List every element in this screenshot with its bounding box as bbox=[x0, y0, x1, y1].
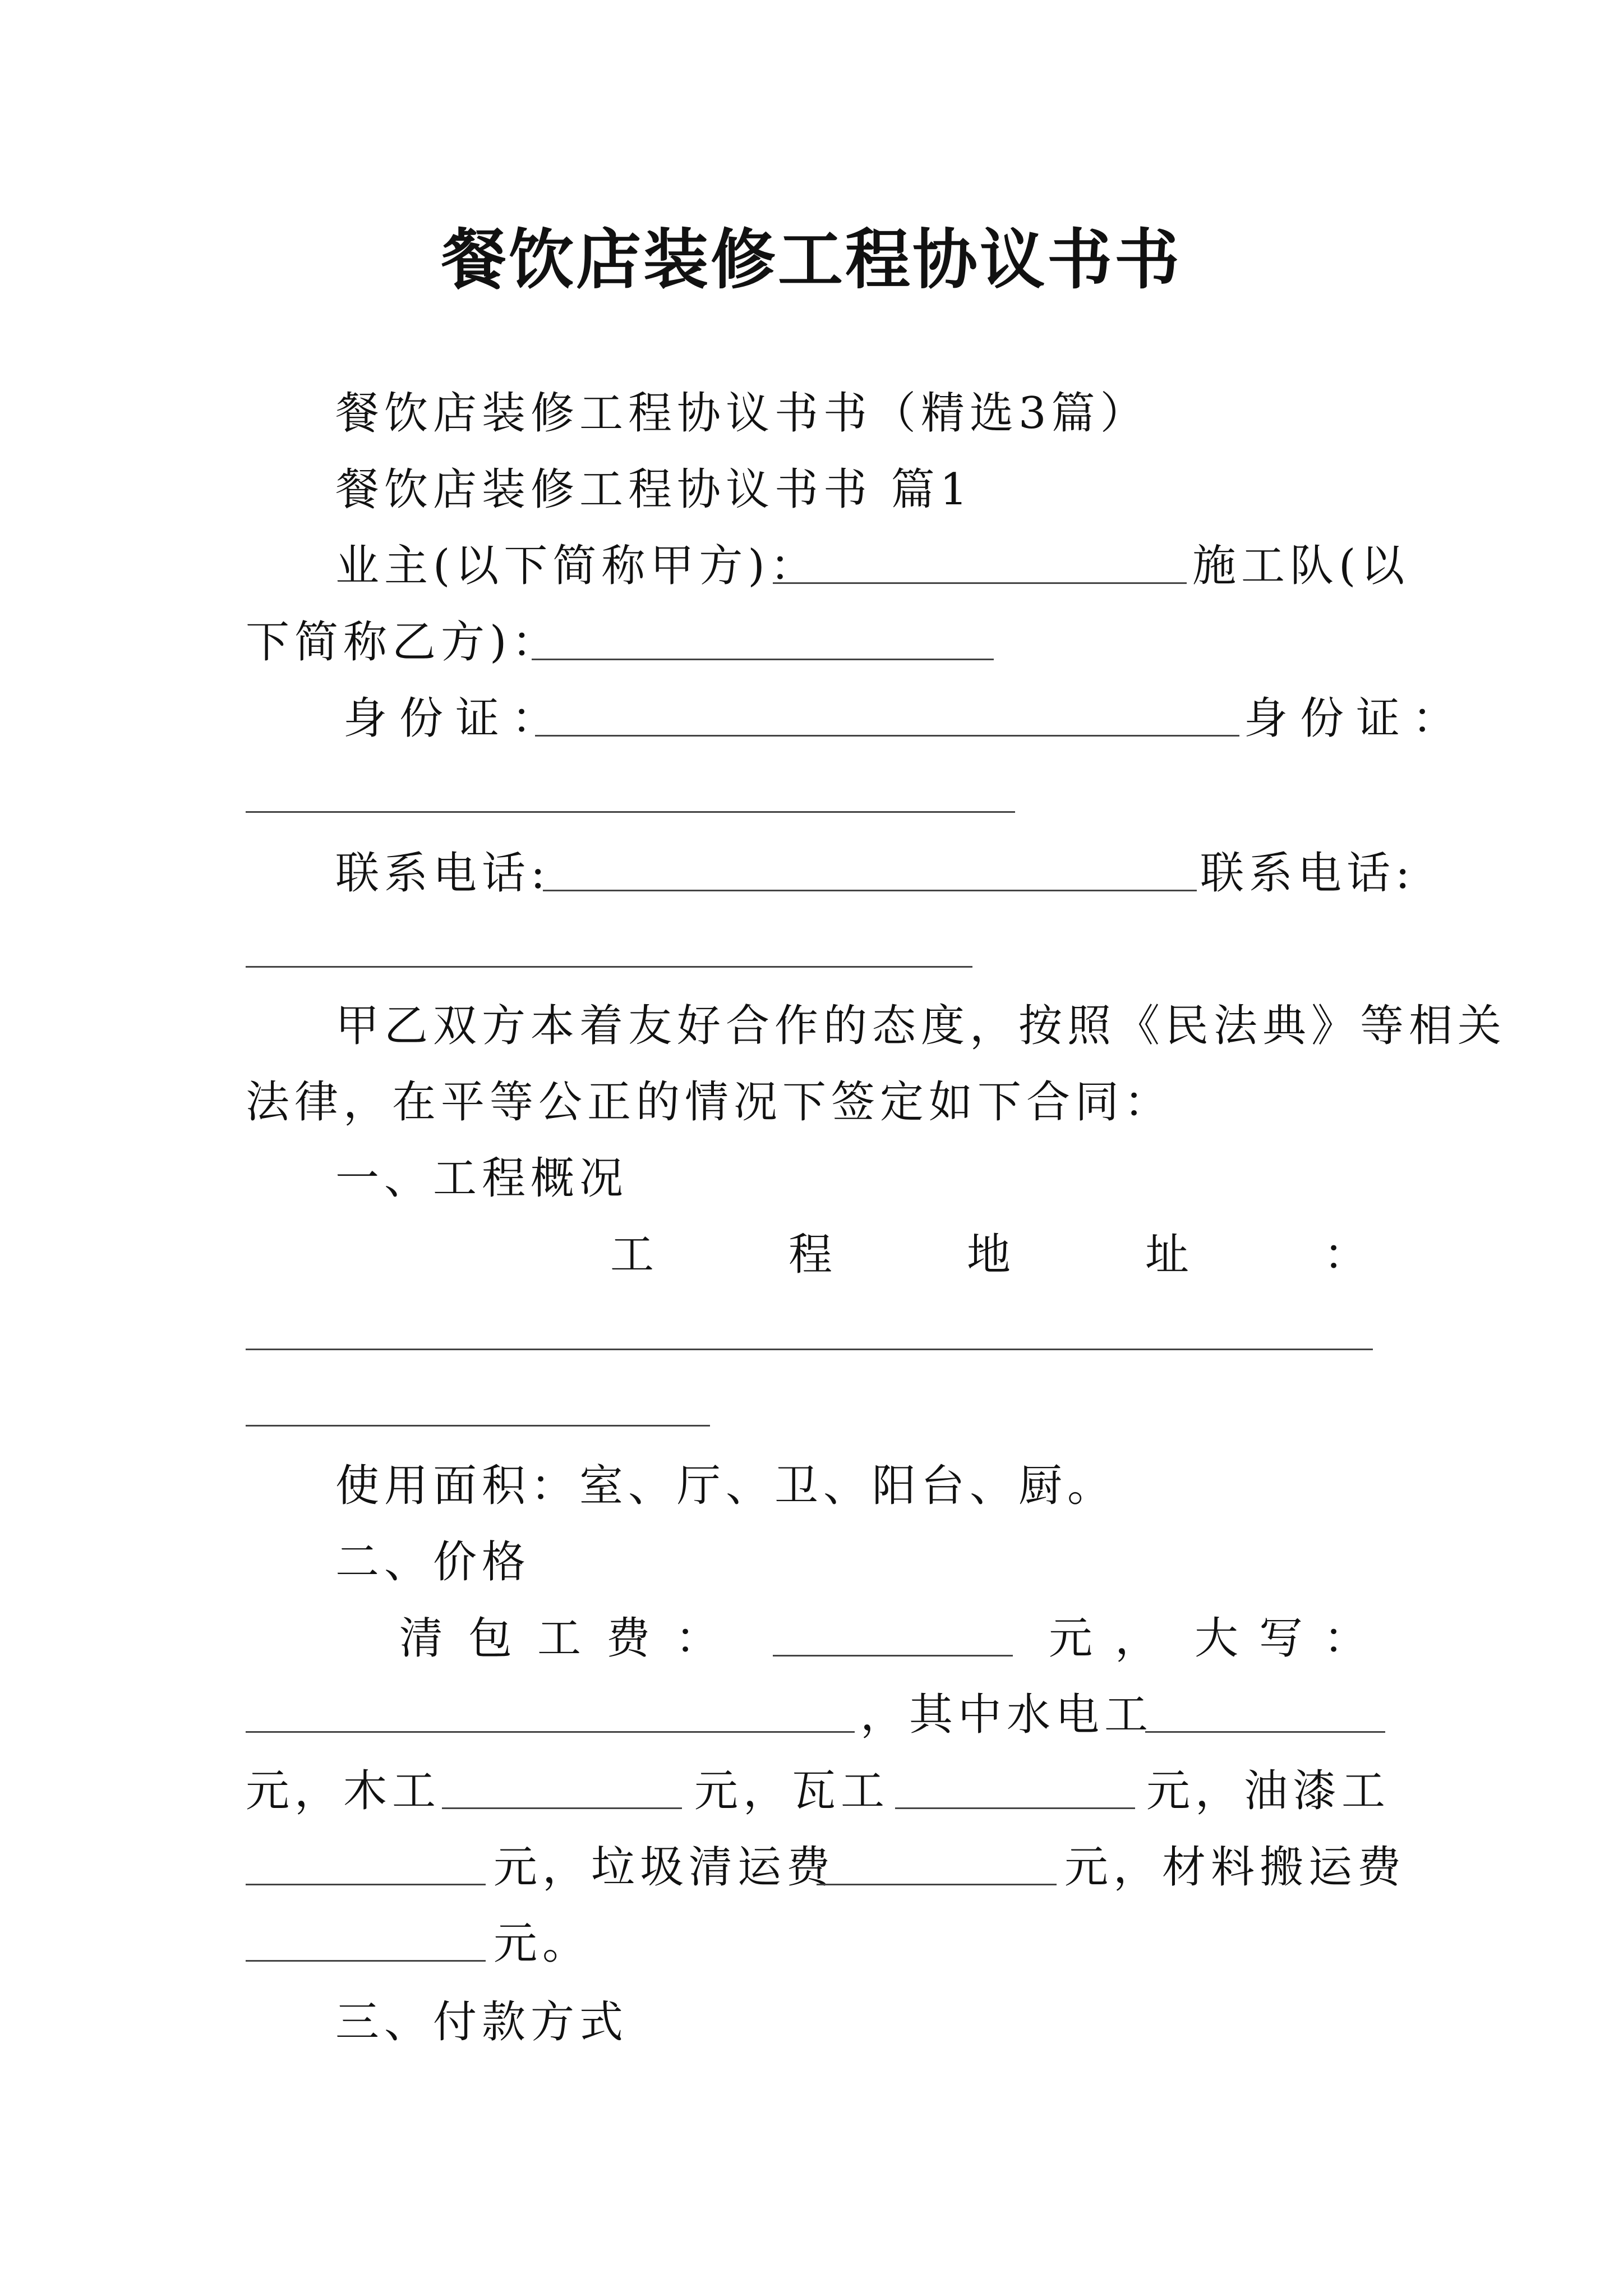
address-char: 地 bbox=[966, 1230, 1011, 1280]
fee-line5: 元。 bbox=[494, 1918, 592, 1969]
contractor-label-part2: 下简称乙方)： bbox=[246, 617, 561, 668]
document-subtitle: 餐饮店装修工程协议书书（精选3篇） bbox=[335, 388, 1149, 439]
fee-char: 清 bbox=[399, 1613, 444, 1664]
waste-removal-fee-blank[interactable] bbox=[817, 1884, 1057, 1885]
owner-name-blank[interactable] bbox=[773, 582, 1187, 584]
fee-line3-b: 元，瓦工 bbox=[694, 1766, 890, 1816]
tiling-fee-blank[interactable] bbox=[895, 1807, 1135, 1809]
fee-line2-text: ，其中水电工 bbox=[860, 1690, 1154, 1740]
painting-fee-blank[interactable] bbox=[246, 1884, 486, 1885]
fee-char: 包 bbox=[468, 1613, 512, 1664]
intro-line-2: 法律，在平等公正的情况下签定如下合同： bbox=[246, 1077, 1173, 1128]
address-label bbox=[610, 1230, 1367, 1280]
daxie-char: 大 bbox=[1195, 1613, 1239, 1664]
contractor-name-blank[interactable] bbox=[532, 659, 994, 660]
section-3-heading: 三、付款方式 bbox=[335, 1997, 629, 2047]
owner-id-label: 身份证： bbox=[343, 693, 568, 744]
intro-line-1: 甲乙双方本着友好合作的态度，按照《民法典》等相关 bbox=[335, 1001, 1507, 1051]
fee-line3-c: 元，油漆工 bbox=[1146, 1766, 1391, 1816]
fee-line4-b: 元，材料搬运费 bbox=[1064, 1842, 1407, 1893]
section-1-heading: 一、工程概况 bbox=[335, 1153, 629, 1204]
owner-phone-blank[interactable] bbox=[543, 890, 1197, 891]
address-blank-2[interactable] bbox=[246, 1425, 710, 1427]
daxie-char: 写 bbox=[1258, 1613, 1303, 1664]
piece-heading: 餐饮店装修工程协议书书 篇1 bbox=[335, 464, 973, 515]
fee-line3-a: 元，木工 bbox=[246, 1766, 441, 1816]
address-char: 工 bbox=[610, 1230, 654, 1280]
fee-label bbox=[399, 1613, 719, 1664]
owner-id-blank[interactable] bbox=[535, 735, 1239, 737]
section-2-heading: 二、价格 bbox=[335, 1537, 531, 1588]
plumbing-fee-blank[interactable] bbox=[1145, 1731, 1385, 1733]
contractor-label-part1: 施工队(以 bbox=[1192, 541, 1410, 591]
contractor-phone-label: 联系电话: bbox=[1200, 848, 1415, 899]
fee-amount-blank[interactable] bbox=[773, 1655, 1013, 1657]
material-transport-fee-blank[interactable] bbox=[246, 1960, 486, 1962]
owner-label: 业主(以下简称甲方)： bbox=[335, 541, 819, 591]
address-char: 程 bbox=[788, 1230, 832, 1280]
fee-line4-a: 元，垃圾清运费 bbox=[494, 1842, 836, 1893]
address-char: ： bbox=[1323, 1230, 1367, 1280]
fee-daxie-blank[interactable] bbox=[246, 1731, 855, 1733]
address-blank-1[interactable] bbox=[246, 1349, 1373, 1350]
contractor-id-blank[interactable] bbox=[246, 811, 1015, 813]
daxie-char: ： bbox=[1323, 1613, 1367, 1664]
address-char: 址 bbox=[1145, 1230, 1189, 1280]
fee-daxie-label bbox=[1195, 1613, 1367, 1664]
owner-phone-label: 联系电话: bbox=[335, 848, 551, 899]
fee-char: 工 bbox=[537, 1613, 581, 1664]
contractor-phone-blank[interactable] bbox=[246, 966, 972, 968]
document-title: 餐饮店装修工程协议书书 bbox=[441, 222, 1182, 298]
fee-yuan: 元， bbox=[1049, 1613, 1182, 1664]
carpentry-fee-blank[interactable] bbox=[442, 1807, 682, 1809]
contractor-id-label: 身份证： bbox=[1244, 693, 1469, 744]
area-line: 使用面积：室、厅、卫、阳台、厨。 bbox=[335, 1461, 1117, 1511]
fee-char: ： bbox=[675, 1613, 719, 1664]
fee-char: 费 bbox=[606, 1613, 650, 1664]
